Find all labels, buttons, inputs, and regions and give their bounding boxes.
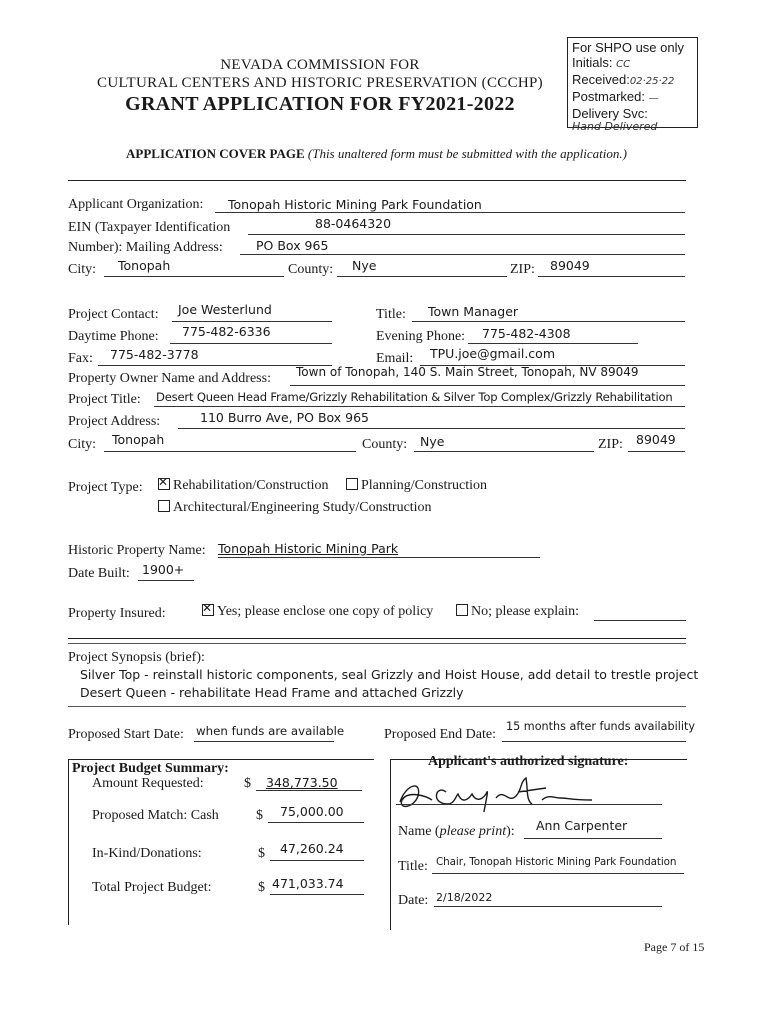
cash-match-field[interactable]: 75,000.00	[280, 804, 344, 819]
insured-label: Property Insured:	[68, 606, 166, 621]
city-line	[104, 276, 284, 277]
insured-yes[interactable]	[202, 604, 433, 620]
ein-line	[248, 234, 685, 235]
amount-requested-field[interactable]: 348,773.50	[266, 775, 338, 790]
insured-no-checkbox[interactable]	[456, 604, 468, 616]
contact-field[interactable]: Joe Westerlund	[178, 302, 272, 317]
synopsis-line1[interactable]: Silver Top - reinstall historic components, seal Grizzly and Hoist House, add detail to trestle project	[80, 667, 699, 682]
end-date-line	[502, 741, 686, 742]
rehab-checkbox[interactable]	[158, 478, 170, 490]
received-value: 02·25·22	[629, 76, 675, 87]
email-field[interactable]: TPU.joe@gmail.com	[430, 346, 555, 361]
amount-requested-currency: $	[244, 776, 251, 791]
zip-label: ZIP:	[510, 262, 535, 277]
divider-synopsis	[68, 706, 686, 707]
historic-name-line	[218, 557, 540, 558]
historic-name-field[interactable]: Tonopah Historic Mining Park	[218, 541, 399, 556]
initials-label: Initials:	[572, 55, 613, 70]
county-label: County:	[288, 262, 334, 277]
project-type-opt3[interactable]	[158, 500, 432, 516]
date-built-field[interactable]: 1900+	[142, 562, 185, 577]
end-date-label: Proposed End Date:	[384, 727, 496, 742]
start-date-label: Proposed Start Date:	[68, 727, 184, 742]
postmarked-value: —	[648, 93, 659, 104]
sig-title-label: Title:	[398, 859, 428, 874]
city-label: City:	[68, 262, 97, 277]
project-type-opt1[interactable]	[158, 478, 329, 494]
page-title: GRANT APPLICATION FOR FY2021-2022	[125, 93, 515, 115]
ein-label: EIN (Taxpayer Identification	[68, 220, 231, 235]
title-line	[412, 321, 685, 322]
inkind-currency: $	[258, 846, 265, 861]
cover-title: APPLICATION COVER PAGE	[126, 146, 305, 161]
project-address-label: Project Address:	[68, 414, 161, 429]
received-label: Received:	[572, 72, 630, 87]
project-type-opt2[interactable]	[346, 478, 487, 494]
signature-image[interactable]	[392, 770, 622, 816]
shpo-label: For SHPO use only	[572, 40, 684, 55]
cash-match-line	[268, 822, 364, 823]
insured-yes-label: Yes; please enclose one copy of policy	[217, 604, 434, 619]
mailing-line	[240, 254, 685, 255]
study-checkbox[interactable]	[158, 500, 170, 512]
fax-field[interactable]: 775-482-3778	[110, 347, 199, 362]
synopsis-line2[interactable]: Desert Queen - rehabilitate Head Frame and attached Grizzly	[80, 685, 464, 700]
signature-title: Applicant's authorized signature:	[428, 754, 629, 769]
org-label: Applicant Organization:	[68, 197, 204, 212]
sig-date-label: Date:	[398, 893, 429, 908]
end-date-field[interactable]: 15 months after funds availability	[506, 720, 695, 733]
title-field[interactable]: Town Manager	[428, 304, 519, 319]
delivery-value: Hand Delivered	[572, 120, 658, 133]
header-line2: CULTURAL CENTERS AND HISTORIC PRESERVATION (CCCHP)	[97, 75, 543, 91]
print-name-label: Name (please print):	[398, 824, 515, 839]
day-phone-line	[170, 343, 332, 344]
eve-phone-field[interactable]: 775-482-4308	[482, 326, 571, 341]
amount-requested-label: Amount Requested:	[92, 776, 204, 791]
header-line1: NEVADA COMMISSION FOR	[220, 57, 420, 73]
project-city-field[interactable]: Tonopah	[112, 432, 165, 447]
start-date-line	[194, 741, 334, 742]
project-city-line	[104, 451, 356, 452]
owner-line	[290, 385, 685, 386]
date-built-label: Date Built:	[68, 566, 130, 581]
zip-line	[538, 276, 685, 277]
contact-label: Project Contact:	[68, 307, 159, 322]
budget-title: Project Budget Summary:	[72, 761, 229, 776]
divider-mid-thin	[68, 643, 686, 644]
email-label: Email:	[376, 351, 414, 366]
insured-no-label: No; please explain:	[471, 604, 580, 619]
initials-value: CC	[616, 59, 631, 70]
cash-match-label: Proposed Match: Cash	[92, 808, 219, 823]
org-line	[215, 212, 685, 213]
project-title-field[interactable]: Desert Queen Head Frame/Grizzly Rehabilitation & Silver Top Complex/Grizzly Rehabilitation	[156, 390, 673, 404]
project-city-label: City:	[68, 437, 97, 452]
eve-phone-label: Evening Phone:	[376, 329, 466, 344]
planning-checkbox[interactable]	[346, 478, 358, 490]
total-budget-currency: $	[258, 880, 265, 895]
contact-line	[172, 321, 332, 322]
print-name-line	[524, 838, 662, 839]
amount-requested-line	[256, 790, 362, 791]
project-title-line	[154, 406, 685, 407]
project-address-field[interactable]: 110 Burro Ave, PO Box 965	[200, 410, 370, 425]
inkind-label: In-Kind/Donations:	[92, 846, 202, 861]
date-built-line	[138, 580, 194, 581]
postmarked-label: Postmarked:	[572, 89, 645, 104]
owner-field[interactable]: Town of Tonopah, 140 S. Main Street, Tonopah, NV 89049	[296, 365, 639, 379]
fax-label: Fax:	[68, 351, 93, 366]
ein-field[interactable]: 88-0464320	[315, 216, 392, 231]
county-field[interactable]: Nye	[352, 258, 377, 273]
print-name-field[interactable]: Ann Carpenter	[536, 818, 628, 833]
cover-heading	[126, 146, 627, 162]
divider-mid	[68, 638, 686, 639]
mailing-label: Number): Mailing Address:	[68, 240, 223, 255]
historic-name-label: Historic Property Name:	[68, 543, 206, 558]
insured-no[interactable]	[456, 604, 579, 620]
cover-note: (This unaltered form must be submitted with the application.)	[307, 146, 627, 161]
study-label: Architectural/Engineering Study/Construction	[173, 500, 432, 515]
insured-yes-checkbox[interactable]	[202, 604, 214, 616]
planning-label: Planning/Construction	[361, 478, 487, 493]
synopsis-label: Project Synopsis (brief):	[68, 650, 205, 665]
divider-top	[68, 180, 686, 181]
project-county-field[interactable]: Nye	[420, 434, 445, 449]
project-title-label: Project Title:	[68, 392, 141, 407]
eve-phone-line	[468, 343, 638, 344]
delivery-label: Delivery Svc:	[572, 106, 648, 121]
shpo-box	[567, 37, 698, 133]
sig-date-field[interactable]: 2/18/2022	[436, 891, 493, 904]
day-phone-label: Daytime Phone:	[68, 329, 159, 344]
page-number: Page 7 of 15	[644, 940, 705, 954]
title-label: Title:	[376, 307, 406, 322]
day-phone-field[interactable]: 775-482-6336	[182, 324, 271, 339]
total-budget-field[interactable]: 471,033.74	[272, 876, 344, 891]
org-field[interactable]: Tonopah Historic Mining Park Foundation	[228, 197, 482, 212]
start-date-field[interactable]: when funds are available	[196, 724, 345, 738]
signature-line	[396, 804, 662, 805]
rehab-label: Rehabilitation/Construction	[173, 478, 329, 493]
project-county-line	[414, 451, 594, 452]
mailing-field[interactable]: PO Box 965	[256, 238, 329, 253]
cash-match-currency: $	[256, 808, 263, 823]
city-field[interactable]: Tonopah	[118, 258, 171, 273]
sig-title-field[interactable]: Chair, Tonopah Historic Mining Park Foundation	[436, 856, 677, 868]
owner-label: Property Owner Name and Address:	[68, 371, 271, 386]
total-budget-label: Total Project Budget:	[92, 880, 212, 895]
total-budget-line	[270, 894, 364, 895]
project-type-label: Project Type:	[68, 480, 143, 495]
inkind-line	[270, 860, 364, 861]
sig-date-line	[434, 906, 662, 907]
project-zip-field[interactable]: 89049	[636, 432, 676, 447]
project-address-line	[178, 428, 685, 429]
inkind-field[interactable]: 47,260.24	[280, 841, 344, 856]
county-line	[337, 276, 507, 277]
sig-title-line	[432, 873, 684, 874]
insured-explain-line[interactable]	[594, 620, 686, 621]
zip-field[interactable]: 89049	[550, 258, 590, 273]
project-county-label: County:	[362, 437, 408, 452]
project-zip-label: ZIP:	[598, 437, 623, 452]
project-zip-line	[628, 451, 685, 452]
